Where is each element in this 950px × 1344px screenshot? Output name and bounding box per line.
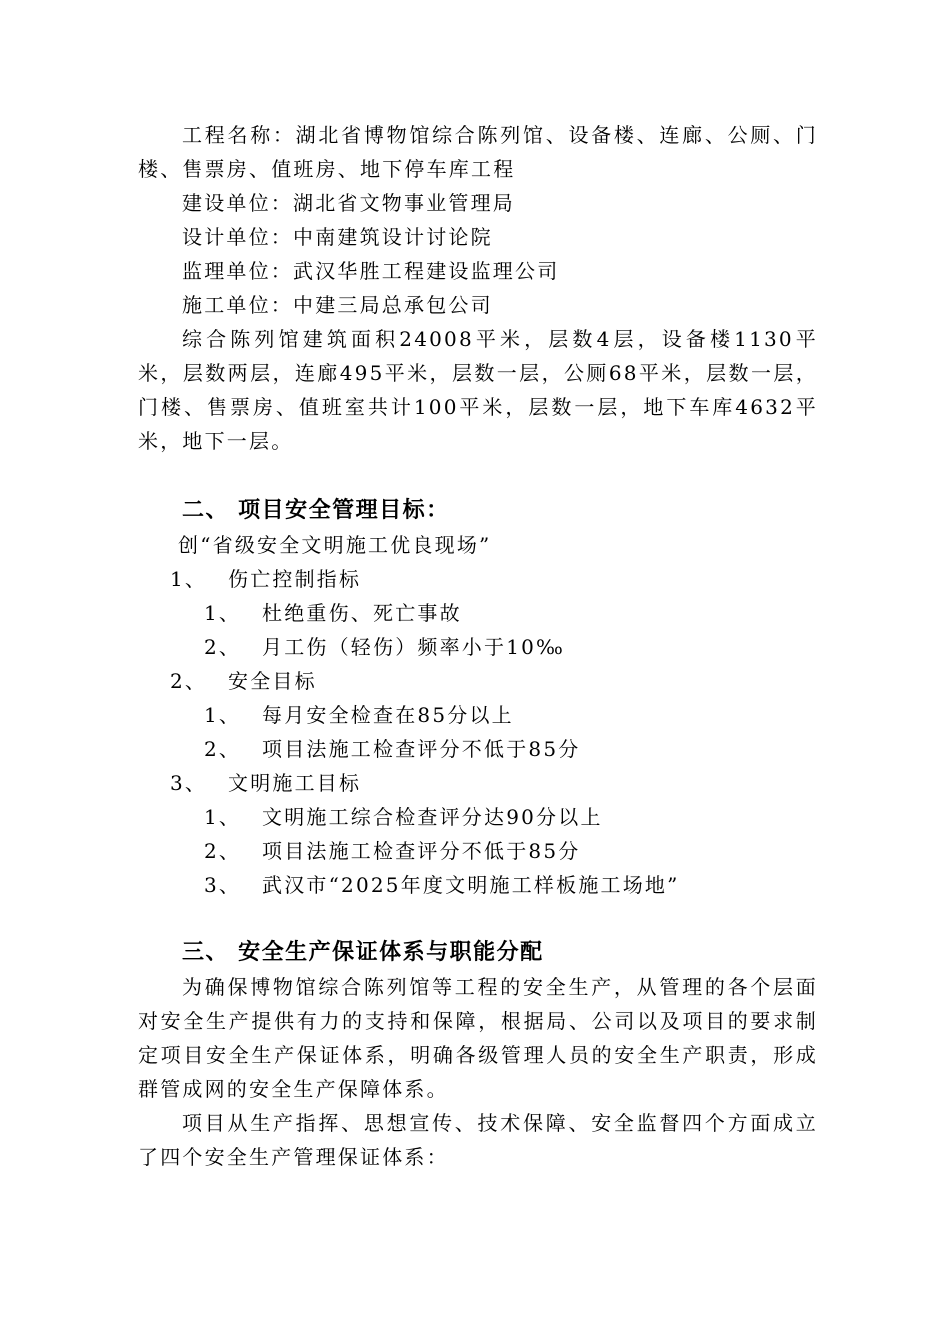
goal-item-number: 1、 <box>204 601 242 625</box>
goal-item-text: 项目法施工检查评分不低于85分 <box>262 737 581 761</box>
goal-item-number: 2、 <box>204 839 242 863</box>
goal-group-3 <box>138 766 818 800</box>
contractor-line: 施工单位：中建三局总承包公司 <box>182 293 493 317</box>
section2-heading: 二、 项目安全管理目标： <box>182 498 450 523</box>
goal-item-text: 项目法施工检查评分不低于85分 <box>262 839 581 863</box>
goal-item-text: 每月安全检查在85分以上 <box>262 703 514 727</box>
goal-item-text: 月工伤（轻伤）频率小于10‰ <box>262 635 566 659</box>
goal-item <box>138 630 818 664</box>
goal-item <box>138 596 818 630</box>
section2-goal: 创“省级安全文明施工优良现场” <box>178 533 492 557</box>
goal-item-text: 杜绝重伤、死亡事故 <box>262 601 462 625</box>
goal-item-number: 1、 <box>204 805 242 829</box>
goal-item-text: 武汉市“2025年度文明施工样板施工场地” <box>262 873 680 897</box>
goal-item-text: 文明施工综合检查评分达90分以上 <box>262 805 603 829</box>
supervisor-line: 监理单位：武汉华胜工程建设监理公司 <box>182 259 560 283</box>
section3-paragraph-1: 为确保博物馆综合陈列馆等工程的安全生产，从管理的各个层面对安全生产提供有力的支持和保障，根据局、公司以及项目的要求制定项目安全生产保证体系，明确各级管理人员的安全生产职责，形成群管成网的安全生产保障体系。 <box>138 975 818 1101</box>
goal-group-label: 安全目标 <box>228 669 317 693</box>
goal-item-number: 2、 <box>204 635 242 659</box>
goal-item <box>138 732 818 766</box>
section3-paragraph-2: 项目从生产指挥、思想宣传、技术保障、安全监督四个方面成立了四个安全生产管理保证体系： <box>138 1111 818 1169</box>
goal-item-number: 3、 <box>204 873 242 897</box>
goal-group-2 <box>138 664 818 698</box>
goal-item-number: 1、 <box>204 703 242 727</box>
area-description-paragraph: 综合陈列馆建筑面积24008平米，层数4层，设备楼1130平米，层数两层，连廊495平米，层数一层，公厕68平米，层数一层，门楼、售票房、值班室共计100平米，层数一层，地下车库4632平米，地下一层。 <box>138 327 818 453</box>
section-spacer <box>138 458 818 494</box>
document-body <box>138 118 818 1174</box>
goal-item-number: 2、 <box>204 737 242 761</box>
goal-group-label: 伤亡控制指标 <box>228 567 362 591</box>
section3-heading: 三、 安全生产保证体系与职能分配 <box>182 940 544 965</box>
goal-group-label: 文明施工目标 <box>228 771 362 795</box>
goal-group-1 <box>138 562 818 596</box>
goal-item <box>138 698 818 732</box>
goal-item <box>138 800 818 834</box>
designer-line: 设计单位：中南建筑设计讨论院 <box>182 225 493 249</box>
builder-line: 建设单位：湖北省文物事业管理局 <box>182 191 515 215</box>
goal-group-number: 3、 <box>170 771 208 795</box>
goal-item <box>138 868 818 902</box>
goal-item <box>138 834 818 868</box>
goal-group-number: 1、 <box>170 567 208 591</box>
goal-group-number: 2、 <box>170 669 208 693</box>
project-name-paragraph: 工程名称：湖北省博物馆综合陈列馆、设备楼、连廊、公厕、门楼、售票房、值班房、地下停车库工程 <box>138 123 818 181</box>
section-spacer <box>138 902 818 936</box>
